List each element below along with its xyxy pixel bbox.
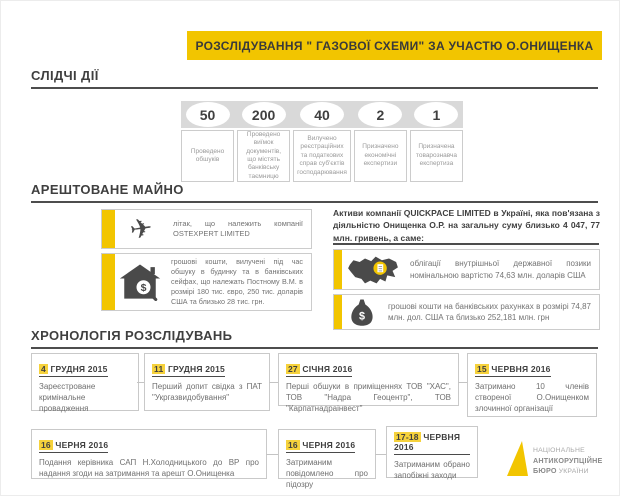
- event-date: 27 СІЧНЯ 2016: [286, 364, 352, 377]
- stat-column: [354, 101, 407, 182]
- intro-rule: [333, 243, 599, 245]
- nabu-wedge-icon: [507, 441, 528, 483]
- section-heading-chronology: ХРОНОЛОГІЯ РОЗСЛІДУВАНЬ: [31, 328, 233, 343]
- ukraine-map-icon: [342, 254, 404, 286]
- section-rule: [31, 347, 598, 349]
- event-text: Перший допит свідка з ПАТ "Укргазвидобування": [152, 382, 262, 403]
- event-text: Зареєстроване кримінальне провадження: [39, 382, 96, 414]
- stat-label: Проведено виїмок документів, що містять банківську таємницю: [237, 130, 290, 182]
- section-rule: [31, 201, 598, 203]
- seized-item-airplane: [101, 209, 312, 249]
- section-heading-seized-property: АРЕШТОВАНЕ МАЙНО: [31, 182, 184, 197]
- event-text: Перші обшуки в приміщеннях ТОВ "ХАС", ТОВ "Надра Геоцентр", ТОВ "Карпатнадраінвест": [286, 382, 451, 414]
- timeline-event-5: [31, 429, 267, 479]
- stat-badge: 200: [242, 102, 286, 127]
- house-search-icon: [115, 263, 165, 301]
- event-date: 16 ЧЕРНЯ 2016: [39, 440, 108, 453]
- stat-badge: 1: [414, 102, 458, 127]
- section-heading-investigative-actions: СЛІДЧІ ДІЇ: [31, 68, 99, 83]
- page-title: РОЗСЛІДУВАННЯ " ГАЗОВОЇ СХЕМИ" ЗА УЧАСТЮ О.ОНИЩЕНКА: [195, 38, 594, 53]
- svg-text:$: $: [140, 282, 147, 295]
- event-date: 17-18 ЧЕРВНЯ 2016: [394, 432, 470, 455]
- stat-label: Вилучено реєстраційних та податкових справ суб'єктів господарювання: [293, 130, 351, 182]
- accent-stripe: [102, 210, 115, 248]
- asset-item-text: грошові кошти на банківських рахунках в розмірі 74,87 млн. дол. США та близько 252,181 млн. грн: [388, 301, 591, 322]
- stat-badge: 40: [300, 102, 344, 127]
- stat-column: [410, 101, 463, 182]
- seized-item-text: грошові кошти, вилучені під час обшуку в будинку та в банківських сейфах, що належать Постному В.М. в розмірі 180 тис. євро, 250 тис. доларів США та близько 28 тис. грн.: [171, 256, 303, 307]
- stat-label: Призначена товарознавча експертиза: [410, 130, 463, 182]
- accent-stripe: [334, 295, 342, 329]
- nabu-logo-line3: БЮРО УКРАЇНИ: [533, 465, 589, 475]
- asset-item-bonds: [333, 249, 600, 290]
- event-text: Затриманим обрано запобіжні заходи: [394, 460, 470, 481]
- seized-item-cash-house: [101, 253, 312, 311]
- event-date: 16 ЧЕРНЯ 2016: [286, 440, 355, 453]
- timeline-event-6: [278, 429, 376, 490]
- asset-item-accounts: [333, 294, 600, 330]
- event-date: 11 ГРУДНЯ 2015: [152, 364, 225, 377]
- nabu-logo: [507, 441, 602, 483]
- accent-stripe: [102, 254, 115, 310]
- nabu-logo-text: [533, 447, 602, 476]
- nabu-logo-line2: АНТИКОРУПЦІЙНЕ: [533, 456, 603, 466]
- seized-item-text: літак, що належить компанії OSTEXPERT LIMITED: [173, 218, 303, 238]
- event-date: 4 ГРУДНЯ 2015: [39, 364, 108, 377]
- timeline-event-2: [144, 353, 270, 411]
- title-bar: [187, 31, 602, 60]
- section-rule: [31, 87, 598, 89]
- event-text: Подання керівника САП Н.Холодницького до ВР про надання згоди на затримання та арешт О.Онищенка: [39, 458, 259, 479]
- stat-column: [181, 101, 234, 182]
- money-bag-icon: [342, 297, 382, 327]
- event-text: Затримано 10 членів створеної О.Онищенком злочинної організації: [475, 382, 589, 414]
- stats-panel: [181, 101, 463, 182]
- timeline-event-3: [278, 353, 459, 414]
- stat-badge: 2: [358, 102, 402, 127]
- timeline-event-4: [467, 353, 597, 417]
- stat-label: Проведено обшуків: [181, 130, 234, 182]
- stat-column: [293, 101, 351, 182]
- timeline-event-7: [386, 426, 478, 481]
- asset-item-text: облігації внутрішньої державної позики номінальною вартістю 74,63 млн. доларів США: [410, 259, 591, 280]
- timeline-event-1: [31, 353, 139, 414]
- event-text: Затриманим повідомлено про підозру: [286, 458, 368, 490]
- event-date: 15 ЧЕРВНЯ 2016: [475, 364, 551, 377]
- airplane-icon: ✈: [127, 212, 155, 245]
- accent-stripe: [334, 250, 342, 289]
- nabu-logo-line1: НАЦІОНАЛЬНЕ: [533, 447, 585, 455]
- stat-label: Призначено економічні експертизи: [354, 130, 407, 182]
- stat-column: [237, 101, 290, 182]
- svg-text:$: $: [358, 310, 366, 323]
- stat-badge: 50: [186, 102, 230, 127]
- assets-intro: Активи компанії QUICKPACE LIMITED в Україні, яка пов'язана з діяльністю Онищенка О.Р. на загальну суму близько 4 047, 77 млн. гривень, а саме:: [333, 208, 600, 243]
